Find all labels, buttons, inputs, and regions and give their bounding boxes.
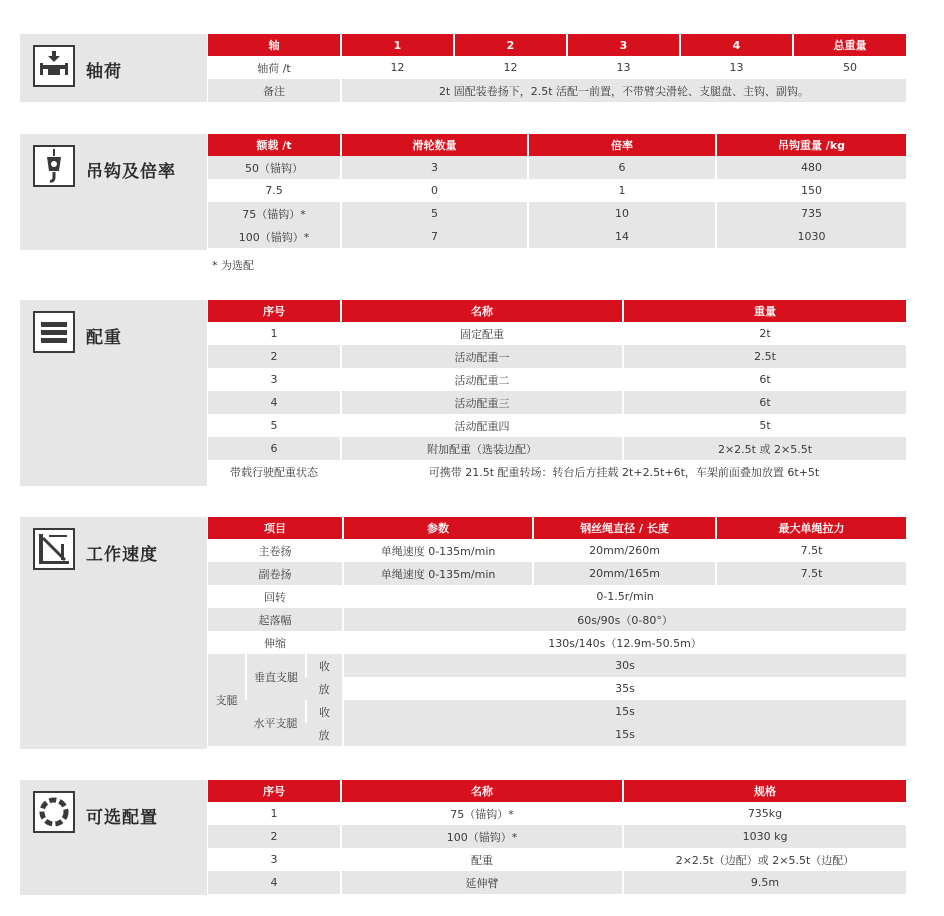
section-label-box	[20, 780, 207, 895]
options-table	[208, 780, 906, 894]
counterweight-table	[208, 300, 906, 483]
table-header-row	[208, 300, 906, 322]
table-cell: 7.5t	[716, 562, 906, 585]
table-cell: 50	[793, 56, 906, 79]
table-cell: 20mm/165m	[533, 562, 716, 585]
table-cell: 5	[341, 202, 528, 225]
table-cell: 6t	[623, 391, 906, 414]
table-cell: 20mm/260m	[533, 539, 716, 562]
table-cell: 1	[208, 802, 341, 825]
table-cell: 活动配重三	[341, 391, 623, 414]
table-cell: 可携带 21.5t 配重转场：转台后方挂载 2t+2.5t+6t，车架前面叠加放置 6t+5t	[341, 460, 906, 483]
table-cell: 5	[208, 414, 341, 437]
table-cell: 735	[716, 202, 906, 225]
header-cell: 总重量	[793, 34, 906, 56]
table-row	[208, 825, 906, 848]
table-cell: 水平支腿	[246, 700, 306, 746]
table-cell: 活动配重四	[341, 414, 623, 437]
hook-table	[208, 134, 906, 248]
table-row	[208, 631, 906, 654]
table-cell: 3	[208, 848, 341, 871]
table-row	[208, 460, 906, 483]
table-row	[208, 723, 906, 746]
table-cell: 轴荷 /t	[208, 56, 341, 79]
table-cell: 2t	[623, 322, 906, 345]
table-row	[208, 156, 906, 179]
options-section	[20, 780, 906, 895]
table-cell: 2t 固配装卷扬下，2.5t 活配一前置，不带臂尖滑轮、支腿盘、主钩、副钩。	[341, 79, 906, 102]
table-cell: 7.5	[208, 179, 341, 202]
table-cell: 12	[454, 56, 567, 79]
table-cell: 活动配重二	[341, 368, 623, 391]
table-cell: 13	[680, 56, 793, 79]
table-cell: 9.5m	[623, 871, 906, 894]
table-row	[208, 437, 906, 460]
table-cell: 15s	[343, 723, 906, 746]
table-row	[208, 225, 906, 248]
table-cell: 垂直支腿	[246, 654, 306, 700]
table-header-row	[208, 780, 906, 802]
table-cell: 75（锚钩）*	[208, 202, 341, 225]
table-header-row	[208, 34, 906, 56]
counterweight-icon	[33, 311, 75, 353]
table-cell: 735kg	[623, 802, 906, 825]
table-cell: 60s/90s（0-80°）	[343, 608, 906, 631]
axle-load-table	[208, 34, 906, 102]
table-cell: 收	[306, 700, 343, 723]
options-gear-icon	[33, 791, 75, 833]
table-cell: 6	[208, 437, 341, 460]
table-cell: 100（锚钩）*	[208, 225, 341, 248]
table-row	[208, 368, 906, 391]
table-cell: 2×2.5t（边配）或 2×5.5t（边配）	[623, 848, 906, 871]
table-cell: 5t	[623, 414, 906, 437]
header-cell: 2	[454, 34, 567, 56]
table-cell: 单绳速度 0-135m/min	[343, 539, 533, 562]
counterweight-section	[20, 300, 906, 486]
table-row	[208, 677, 906, 700]
table-row	[208, 608, 906, 631]
section-title: 可选配置	[86, 808, 158, 828]
table-cell: 4	[208, 871, 341, 894]
table-cell: 15s	[343, 700, 906, 723]
table-cell: 配重	[341, 848, 623, 871]
table-cell: 12	[341, 56, 454, 79]
table-cell: 附加配重（选装边配）	[341, 437, 623, 460]
header-cell: 吊钩重量 /kg	[716, 134, 906, 156]
section-label-box	[20, 300, 207, 486]
table-cell: 0	[341, 179, 528, 202]
header-cell: 滑轮数量	[341, 134, 528, 156]
table-row	[208, 539, 906, 562]
table-cell: 30s	[343, 654, 906, 677]
table-cell: 3	[341, 156, 528, 179]
table-cell: 35s	[343, 677, 906, 700]
header-cell: 序号	[208, 300, 341, 322]
table-cell: 13	[567, 56, 680, 79]
table-cell: 1	[208, 322, 341, 345]
header-cell: 序号	[208, 780, 341, 802]
truck-axle-icon	[33, 45, 75, 87]
header-cell: 名称	[341, 300, 623, 322]
crane-speed-icon	[33, 528, 75, 570]
table-row	[208, 802, 906, 825]
work-speed-table	[208, 517, 906, 746]
section-label-box	[20, 134, 207, 250]
header-cell: 最大单绳拉力	[716, 517, 906, 539]
table-row	[208, 414, 906, 437]
work-speed-section	[20, 517, 906, 749]
table-cell: 7	[341, 225, 528, 248]
header-cell: 名称	[341, 780, 623, 802]
table-cell: 主卷扬	[208, 539, 343, 562]
table-cell: 150	[716, 179, 906, 202]
table-cell: 副卷扬	[208, 562, 343, 585]
header-cell: 重量	[623, 300, 906, 322]
table-cell: 起落幅	[208, 608, 343, 631]
header-cell: 轴	[208, 34, 341, 56]
table-cell: 伸缩	[208, 631, 343, 654]
table-row	[208, 871, 906, 894]
header-cell: 规格	[623, 780, 906, 802]
header-cell: 1	[341, 34, 454, 56]
header-cell: 4	[680, 34, 793, 56]
table-cell: 支腿	[208, 654, 246, 746]
section-title: 配重	[86, 328, 122, 348]
crane-hook-icon	[33, 145, 75, 187]
section-title: 工作速度	[86, 545, 158, 565]
table-row	[208, 654, 906, 677]
table-cell: 收	[306, 654, 343, 677]
table-cell: 放	[306, 723, 343, 746]
table-row	[208, 202, 906, 225]
header-cell: 钢丝绳直径 / 长度	[533, 517, 716, 539]
table-row	[208, 179, 906, 202]
table-cell: 固定配重	[341, 322, 623, 345]
table-row	[208, 79, 906, 102]
table-cell: 2×2.5t 或 2×5.5t	[623, 437, 906, 460]
table-row	[208, 585, 906, 608]
table-cell: 6	[528, 156, 716, 179]
table-cell: 6t	[623, 368, 906, 391]
table-cell: 带载行驶配重状态	[208, 460, 341, 483]
table-row	[208, 848, 906, 871]
table-cell: 单绳速度 0-135m/min	[343, 562, 533, 585]
table-cell: 活动配重一	[341, 345, 623, 368]
table-cell: 0-1.5r/min	[343, 585, 906, 608]
table-cell: 7.5t	[716, 539, 906, 562]
table-cell: 延伸臂	[341, 871, 623, 894]
header-cell: 倍率	[528, 134, 716, 156]
table-row	[208, 322, 906, 345]
optional-note: * 为选配	[212, 259, 254, 272]
table-cell: 1	[528, 179, 716, 202]
header-cell: 项目	[208, 517, 343, 539]
table-cell: 2	[208, 825, 341, 848]
section-label-box	[20, 34, 207, 102]
header-cell: 额载 /t	[208, 134, 341, 156]
table-row	[208, 562, 906, 585]
section-label-box	[20, 517, 207, 749]
header-cell: 参数	[343, 517, 533, 539]
section-title: 轴荷	[86, 62, 122, 82]
table-cell: 10	[528, 202, 716, 225]
table-cell: 1030 kg	[623, 825, 906, 848]
table-cell: 14	[528, 225, 716, 248]
table-header-row	[208, 517, 906, 539]
hook-section	[20, 134, 906, 250]
table-cell: 3	[208, 368, 341, 391]
table-row	[208, 700, 906, 723]
table-cell: 50（锚钩）	[208, 156, 341, 179]
header-cell: 3	[567, 34, 680, 56]
table-cell: 备注	[208, 79, 341, 102]
table-cell: 100（锚钩）*	[341, 825, 623, 848]
table-header-row	[208, 134, 906, 156]
table-row	[208, 56, 906, 79]
axle-load-section	[20, 34, 906, 102]
table-cell: 130s/140s（12.9m-50.5m）	[343, 631, 906, 654]
table-cell: 2	[208, 345, 341, 368]
table-cell: 75（锚钩）*	[341, 802, 623, 825]
table-cell: 480	[716, 156, 906, 179]
table-row	[208, 345, 906, 368]
table-row	[208, 391, 906, 414]
table-cell: 放	[306, 677, 343, 700]
table-cell: 4	[208, 391, 341, 414]
table-cell: 回转	[208, 585, 343, 608]
table-cell: 2.5t	[623, 345, 906, 368]
table-cell: 1030	[716, 225, 906, 248]
section-title: 吊钩及倍率	[86, 162, 176, 182]
